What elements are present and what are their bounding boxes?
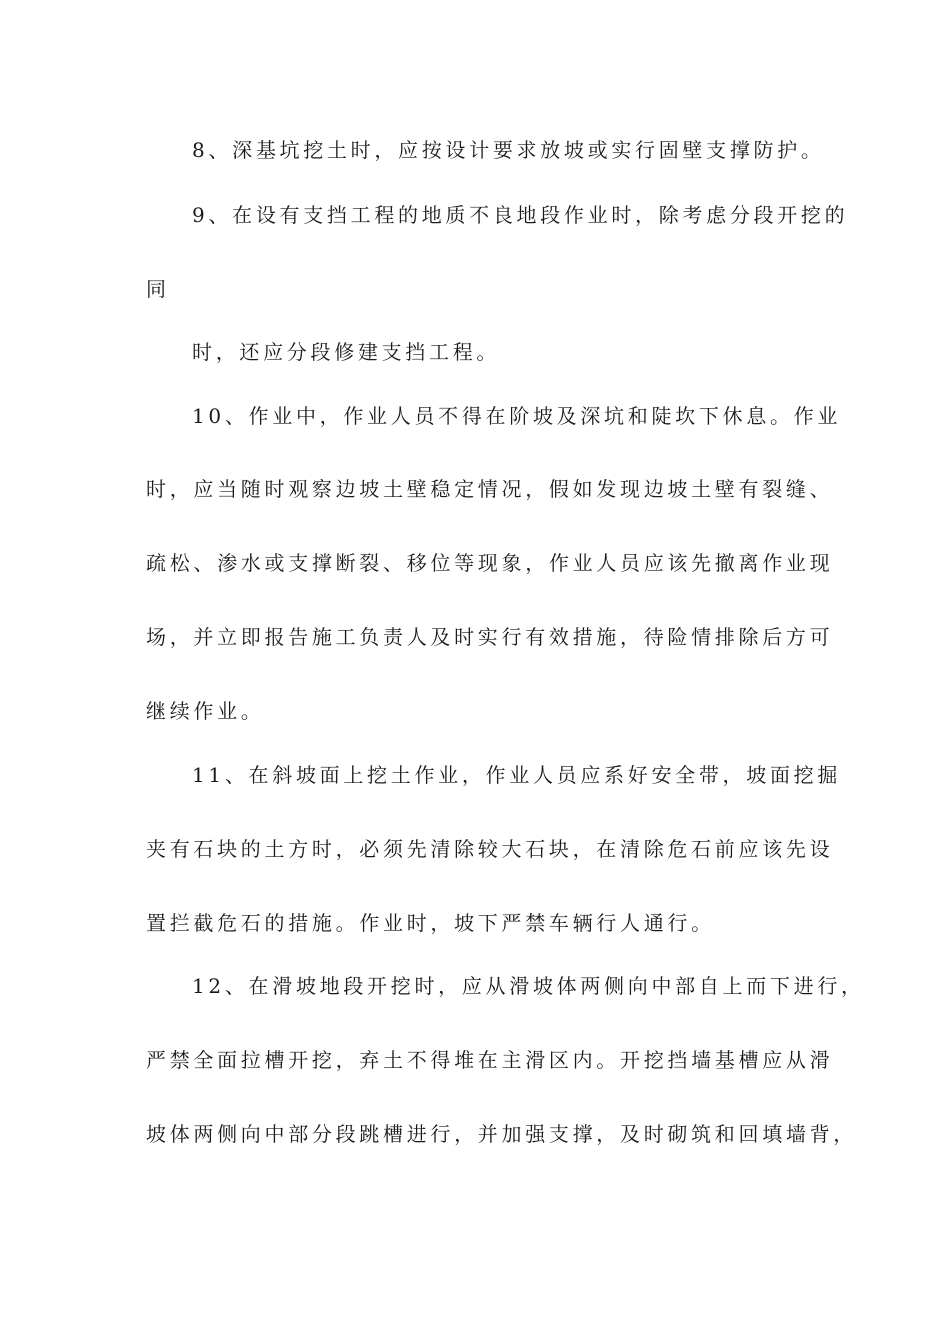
paragraph-12-line-1: 12、在滑坡地段开挖时，应从滑坡体两侧向中部自上而下进行， [192,974,865,998]
paragraph-11-line-3: 置拦截危石的措施。作业时，坡下严禁车辆行人通行。 [146,911,715,935]
paragraph-11-line-1: 11、在斜坡面上挖土作业，作业人员应系好安全带，坡面挖掘 [192,763,842,787]
paragraph-9-line-3: 时，还应分段修建支挡工程。 [192,340,501,364]
paragraph-12-line-2: 严禁全面拉槽开挖，弃土不得堆在主滑区内。开挖挡墙基槽应从滑 [146,1048,834,1072]
paragraph-10-line-4: 场，并立即报告施工负责人及时实行有效措施，待险情排除后方可 [146,625,834,649]
paragraph-10-line-2: 时，应当随时观察边坡土壁稳定情况，假如发现边坡土壁有裂缝、 [146,477,834,501]
paragraph-10-line-5: 继续作业。 [146,699,265,723]
paragraph-11-line-2: 夹有石块的土方时，必须先清除较大石块，在清除危石前应该先设 [146,837,834,861]
paragraph-9-line-1: 9、在设有支挡工程的地质不良地段作业时，除考虑分段开挖的 [192,203,849,227]
paragraph-12-line-3: 坡体两侧向中部分段跳槽进行，并加强支撑，及时砌筑和回填墙背， [146,1122,857,1146]
paragraph-10-line-3: 疏松、渗水或支撑断裂、移位等现象，作业人员应该先撤离作业现 [146,551,834,575]
paragraph-9-line-2: 同 [146,277,170,301]
paragraph-10-line-1: 10、作业中，作业人员不得在阶坡及深坑和陡坎下休息。作业 [192,404,842,428]
paragraph-8-line-1: 8、深基坑挖土时，应按设计要求放坡或实行固壁支撑防护。 [192,138,825,162]
